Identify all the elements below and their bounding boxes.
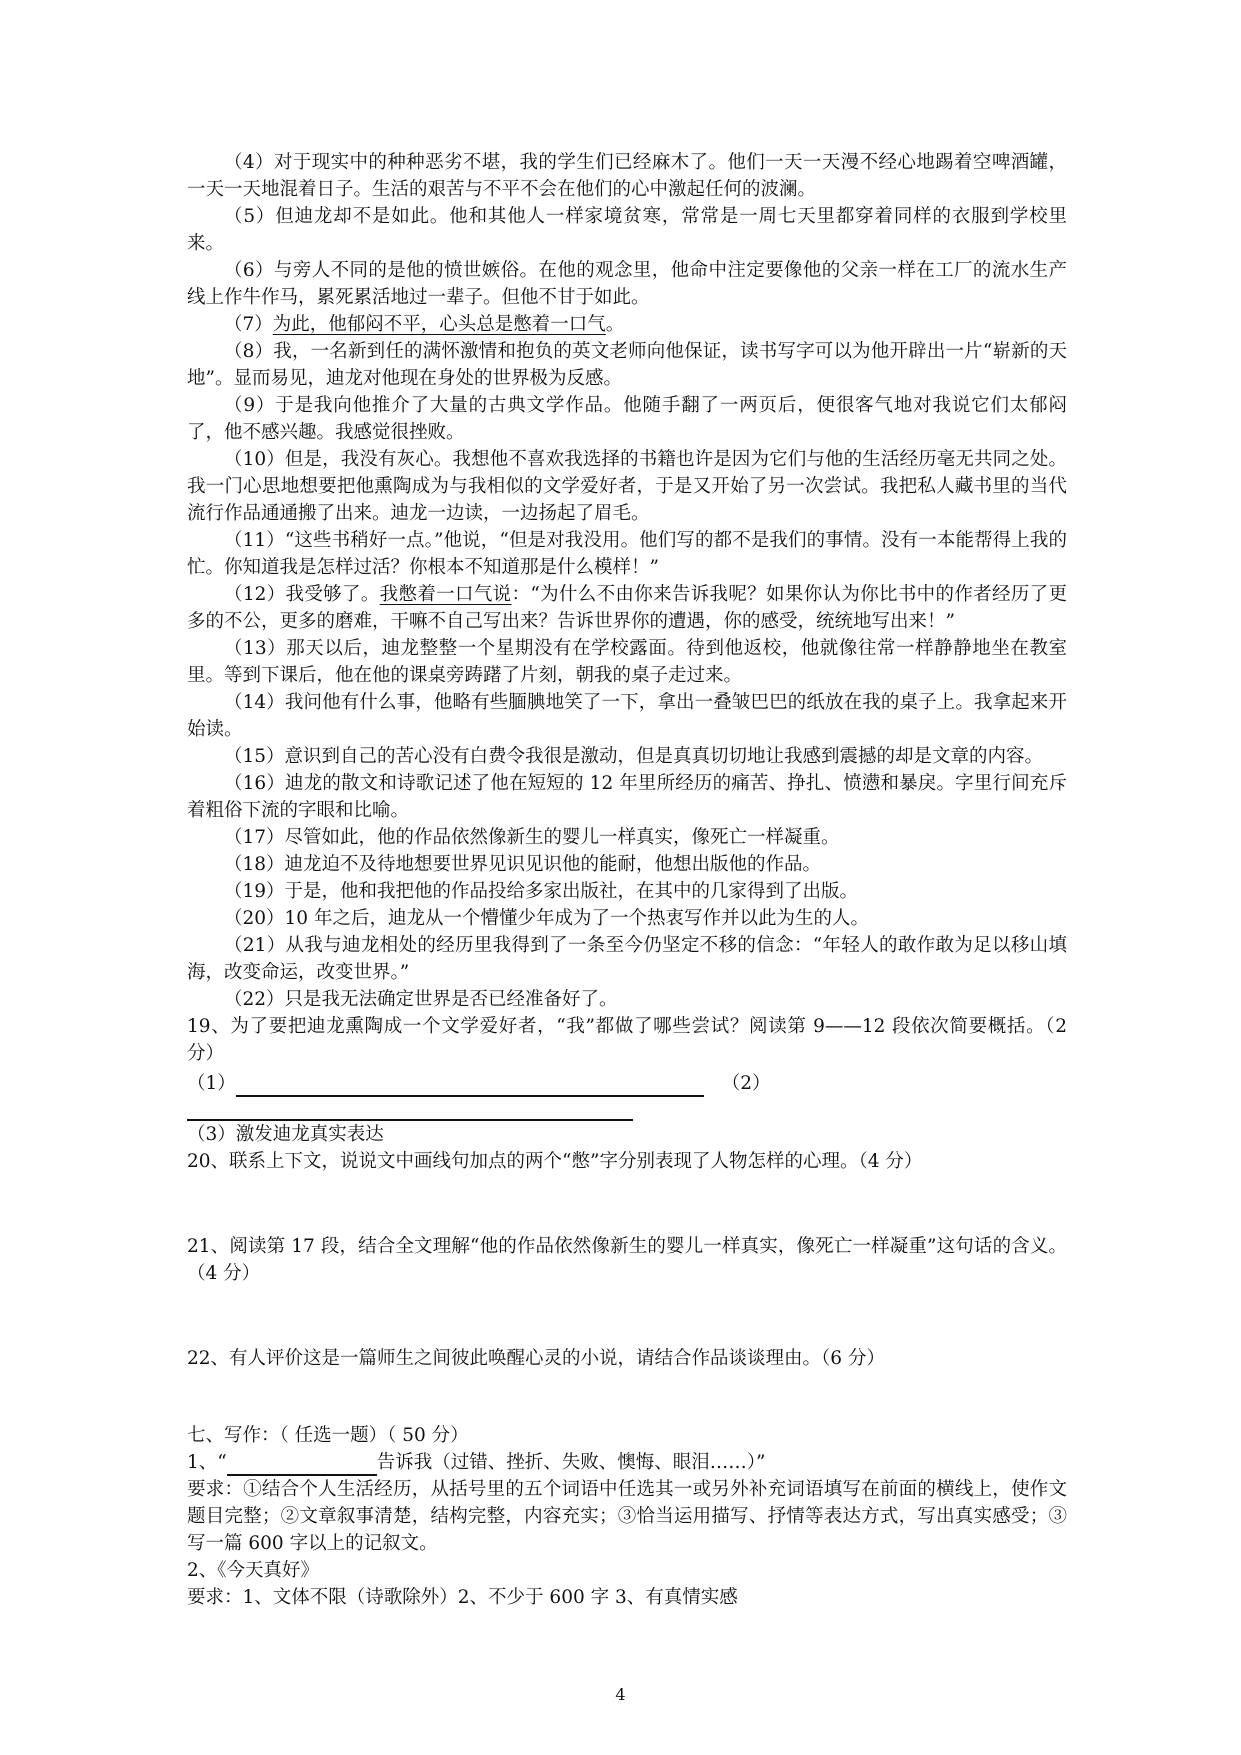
paragraph-12-start: （12）我受够了。	[224, 584, 380, 605]
paragraph-14: （14）我问他有什么事，他略有些腼腆地笑了一下，拿出一叠皱巴巴的纸放在我的桌子上。我拿起来开始读。	[187, 692, 1067, 740]
paragraph-20: （20）10 年之后，迪龙从一个懵懂少年成为了一个热衷写作并以此为生的人。	[224, 908, 869, 929]
answer-space-21[interactable]	[187, 1287, 1067, 1345]
writing-topic-1-prefix: 1、“	[187, 1452, 227, 1473]
paragraph-7-end: 。	[605, 314, 625, 335]
writing-topic-2-requirements: 要求：1、文体不限（诗歌除外）2、不少于 600 字 3、有真情实感	[187, 1587, 738, 1608]
writing-topic-1-requirements: 要求：①结合个人生活经历，从括号里的五个词语中任选其一或另外补充词语填写在前面的横线上，使作文题目完整；②文章叙事清楚，结构完整，内容充实；③恰当运用描写、抒情等表达方式，写出真实感受；③写一篇 600 字以上的记叙文。	[187, 1479, 1067, 1554]
paragraph-21: （21）从我与迪龙相处的经历里我得到了一条至今仍坚定不移的信念：“年轻人的敢作敢为足以移山填海，改变命运，改变世界。”	[187, 935, 1067, 983]
paragraph-11: （11）“这些书稍好一点。”他说，“但是对我没用。他们写的都不是我们的事情。没有一本能帮得上我的忙。你知道我是怎样过活？你根本不知道那是什么模样！”	[187, 530, 1067, 578]
exam-page	[187, 149, 1067, 1611]
paragraph-10: （10）但是，我没有灰心。我想他不喜欢我选择的书籍也许是因为它们与他的生活经历毫无共同之处。我一门心思地想要把他熏陶成为与我相似的文学爱好者，于是又开始了另一次尝试。我把私人藏书里的当代流行作品通通搬了出来。迪龙一边读，一边扬起了眉毛。	[187, 449, 1067, 524]
writing-topic-2-title: 2、《今天真好》	[187, 1560, 320, 1581]
question-19-label-2: （2）	[721, 1073, 771, 1094]
question-19-answer-row-2	[187, 1097, 1067, 1121]
answer-space-20[interactable]	[187, 1175, 1067, 1233]
answer-blank-1[interactable]	[236, 1075, 704, 1097]
question-20: 20、联系上下文，说说文中画线句加点的两个“憋”字分别表现了人物怎样的心理。（4 分）	[187, 1151, 923, 1172]
underlined-sentence-2: 我憋着一口气说	[379, 584, 512, 605]
writing-heading: 七、写作：（ 任选一题）（ 50 分）	[187, 1425, 469, 1446]
paragraph-13: （13）那天以后，迪龙整整一个星期没有在学校露面。待到他返校，他就像往常一样静静地坐在教室里。等到下课后，他在他的课桌旁踌躇了片刻，朝我的桌子走过来。	[187, 638, 1067, 686]
paragraph-17: （17）尽管如此，他的作品依然像新生的婴儿一样真实，像死亡一样凝重。	[224, 827, 840, 848]
paragraph-7	[187, 311, 1067, 338]
question-19: 19、为了要把迪龙熏陶成一个文学爱好者，“我”都做了哪些尝试？阅读第 9——12 段依次简要概括。（2 分）	[187, 1016, 1067, 1064]
paragraph-19: （19）于是，他和我把他的作品投给多家出版社，在其中的几家得到了出版。	[224, 881, 859, 902]
answer-space-22[interactable]	[187, 1372, 1067, 1422]
question-22: 22、有人评价这是一篇师生之间彼此唤醒心灵的小说，请结合作品谈谈理由。（6 分）	[187, 1348, 885, 1369]
paragraph-18: （18）迪龙迫不及待地想要世界见识见识他的能耐，他想出版他的作品。	[224, 854, 822, 875]
answer-blank-2[interactable]	[187, 1105, 633, 1121]
paragraph-12-rest: ：“为什么不由你来告诉我呢？如果你认为你比书中的作者经历了更多的不公，更多的磨难，干嘛不自己写出来？告诉世界你的遭遇，你的感受，统统地写出来！”	[187, 584, 1067, 632]
paragraph-8: （8）我，一名新到任的满怀激情和抱负的英文老师向他保证，读书写字可以为他开辟出一片“崭新的天地”。显而易见，迪龙对他现在身处的世界极为反感。	[187, 341, 1067, 389]
paragraph-4: （4）对于现实中的种种恶劣不堪，我的学生们已经麻木了。他们一天一天漫不经心地踢着空啤酒罐，一天一天地混着日子。生活的艰苦与不平不会在他们的心中激起任何的波澜。	[187, 152, 1067, 200]
paragraph-7-number: （7）	[224, 314, 273, 335]
question-21: 21、阅读第 17 段，结合全文理解“他的作品依然像新生的婴儿一样真实，像死亡一样凝重”这句话的含义。（4 分）	[187, 1236, 1067, 1284]
question-19-item-3: （3）激发迪龙真实表达	[187, 1124, 384, 1145]
page-number: 4	[615, 1685, 626, 1704]
paragraph-12	[187, 581, 1067, 635]
paragraph-16: （16）迪龙的散文和诗歌记述了他在短短的 12 年里所经历的痛苦、挣扎、愤懑和暴戾。字里行间充斥着粗俗下流的字眼和比喻。	[187, 773, 1067, 821]
writing-topic-1-suffix: 告诉我（过错、挫折、失败、懊悔、眼泪……）”	[376, 1452, 766, 1473]
writing-topic-1	[187, 1449, 1067, 1476]
paragraph-6: （6）与旁人不同的是他的愤世嫉俗。在他的观念里，他命中注定要像他的父亲一样在工厂的流水生产线上作牛作马，累死累活地过一辈子。但他不甘于如此。	[187, 260, 1067, 308]
paragraph-5: （5）但迪龙却不是如此。他和其他人一样家境贫寒，常常是一周七天里都穿着同样的衣服到学校里来。	[187, 206, 1067, 254]
paragraph-9: （9）于是我向他推介了大量的古典文学作品。他随手翻了一两页后，便很客气地对我说它们太郁闷了，他不感兴趣。我感觉很挫败。	[187, 395, 1067, 443]
paragraph-22: （22）只是我无法确定世界是否已经准备好了。	[224, 989, 618, 1010]
underlined-sentence-1: 为此，他郁闷不平，心头总是憋着一口气	[272, 314, 606, 335]
question-19-label-1: （1）	[187, 1073, 236, 1094]
question-19-answer-row	[187, 1067, 1067, 1097]
paragraph-15: （15）意识到自己的苦心没有白费令我很是激动，但是真真切切地让我感到震撼的却是文章的内容。	[224, 746, 1044, 767]
title-fill-blank[interactable]	[227, 1454, 377, 1476]
